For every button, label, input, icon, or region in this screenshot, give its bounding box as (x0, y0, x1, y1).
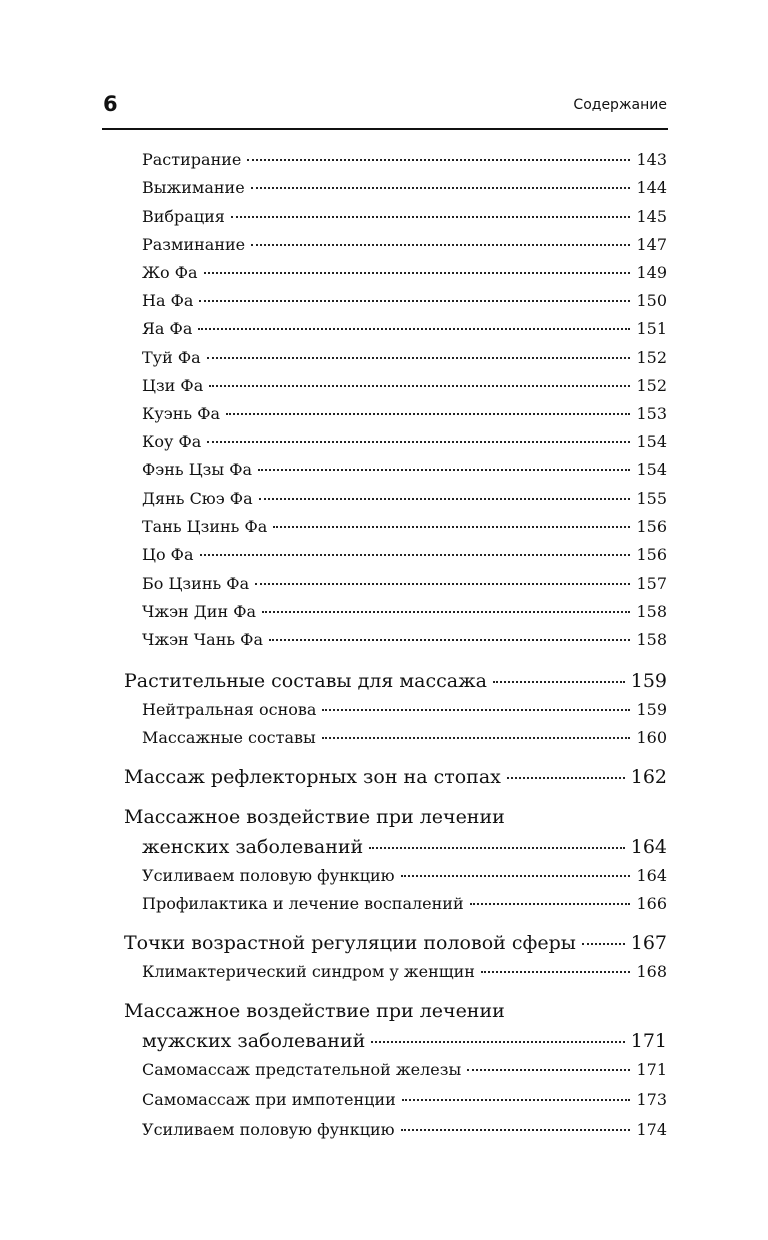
dot-leader (401, 1129, 631, 1131)
toc-entry-title: Вибрация (142, 207, 225, 226)
toc-entry-title: Массажные составы (142, 728, 316, 747)
toc-entry (142, 319, 667, 338)
toc-entry-title: Тань Цзинь Фа (142, 517, 268, 536)
toc-entry-page: 154 (636, 432, 667, 451)
dot-leader (467, 1069, 630, 1071)
toc-entry-page: 166 (636, 894, 667, 913)
dot-leader (493, 681, 625, 683)
toc-entry-title: Усиливаем половую функцию (142, 1120, 395, 1139)
toc-entry-page: 156 (636, 517, 667, 536)
toc-section-title: Массаж рефлекторных зон на стопах (124, 766, 501, 788)
toc-entry-page: 149 (636, 263, 667, 282)
toc-section-page: 162 (630, 766, 667, 788)
toc-entry-title: Климактерический синдром у женщин (142, 962, 475, 981)
toc-entry (142, 207, 667, 226)
toc-entry (142, 235, 667, 254)
toc-entry (142, 962, 667, 981)
toc-entry (142, 545, 667, 564)
toc-entry-page: 174 (636, 1120, 667, 1139)
toc-entry-title: Цо Фа (142, 545, 194, 564)
dot-leader (207, 441, 630, 443)
dot-leader (204, 272, 631, 274)
dot-leader (251, 244, 630, 246)
toc-entry-page: 147 (636, 235, 667, 254)
toc-entry-title: Усиливаем половую функцию (142, 866, 395, 885)
dot-leader (369, 847, 625, 849)
running-head: Содержание (573, 97, 667, 113)
toc-entry (142, 263, 667, 282)
toc-entry (142, 489, 667, 508)
dot-leader (322, 709, 630, 711)
toc-entry-page: 154 (636, 460, 667, 479)
toc-section-title-line2: мужских заболеваний (142, 1030, 366, 1052)
toc-entry (142, 432, 667, 451)
toc-entry-page: 144 (636, 178, 667, 197)
toc-entry-page: 156 (636, 545, 667, 564)
dot-leader (199, 300, 630, 302)
toc-entry (142, 630, 667, 649)
toc-entry-title: Коу Фа (142, 432, 202, 451)
dot-leader (401, 875, 631, 877)
toc-entry-page: 173 (636, 1090, 667, 1109)
toc-section-page: 167 (630, 932, 667, 954)
toc-entry (142, 1120, 667, 1139)
toc-entry (142, 1060, 667, 1079)
toc-section-title-line2: женских заболеваний (142, 836, 364, 858)
toc-entry-page: 151 (636, 319, 667, 338)
dot-leader (470, 903, 631, 905)
toc-entry (142, 574, 667, 593)
toc-entry-page: 159 (636, 700, 667, 719)
toc-section-title-line1: Массажное воздействие при лечении (124, 1000, 505, 1022)
toc-entry (142, 602, 667, 621)
toc-entry (142, 291, 667, 310)
toc-entry (142, 894, 667, 913)
dot-leader (481, 971, 631, 973)
dot-leader (226, 413, 630, 415)
toc-section (124, 670, 667, 692)
toc-entry (142, 1090, 667, 1109)
toc-entry (142, 700, 667, 719)
dot-leader (200, 554, 631, 556)
dot-leader (251, 187, 631, 189)
toc-entry-title: Бо Цзинь Фа (142, 574, 250, 593)
toc-entry (142, 178, 667, 197)
toc-entry-page: 155 (636, 489, 667, 508)
dot-leader (258, 469, 630, 471)
toc-entry (142, 517, 667, 536)
toc-section (124, 932, 667, 954)
toc-entry-page: 160 (636, 728, 667, 747)
toc-entry-page: 143 (636, 150, 667, 169)
toc-entry (142, 728, 667, 747)
toc-entry-title: Чжэн Чань Фа (142, 630, 263, 649)
toc-entry-title: Куэнь Фа (142, 404, 221, 423)
dot-leader (402, 1099, 631, 1101)
toc-entry-title: Дянь Сюэ Фа (142, 489, 253, 508)
toc-entry (142, 376, 667, 395)
toc-entry-page: 158 (636, 630, 667, 649)
toc-entry-page: 150 (636, 291, 667, 310)
toc-entry (142, 460, 667, 479)
toc-entry-page: 152 (636, 376, 667, 395)
toc-entry (142, 404, 667, 423)
toc-section-title: Точки возрастной регуляции половой сферы (124, 932, 576, 954)
toc-section-title-line1: Массажное воздействие при лечении (124, 806, 505, 828)
dot-leader (255, 583, 630, 585)
toc-section (142, 1030, 667, 1052)
toc-entry (142, 866, 667, 885)
toc-entry-page: 153 (636, 404, 667, 423)
toc-entry-title: Чжэн Дин Фа (142, 602, 257, 621)
toc-entry-title: Растирание (142, 150, 242, 169)
toc-entry-page: 168 (636, 962, 667, 981)
toc-section-title: Растительные составы для массажа (124, 670, 487, 692)
toc-entry-title: Самомассаж предстательной железы (142, 1060, 462, 1079)
dot-leader (231, 216, 631, 218)
toc-section (142, 836, 667, 858)
toc-section-page: 159 (630, 670, 667, 692)
dot-leader (262, 611, 630, 613)
dot-leader (259, 498, 631, 500)
toc-section (124, 766, 667, 788)
dot-leader (198, 328, 630, 330)
toc-entry-title: Цзи Фа (142, 376, 204, 395)
toc-section-page: 164 (630, 836, 667, 858)
toc-entry-page: 164 (636, 866, 667, 885)
page-number: 6 (103, 92, 118, 116)
toc-entry-page: 171 (636, 1060, 667, 1079)
dot-leader (273, 526, 630, 528)
toc-entry-page: 145 (636, 207, 667, 226)
dot-leader (322, 737, 631, 739)
toc-entry-page: 152 (636, 348, 667, 367)
toc-entry-title: Выжимание (142, 178, 245, 197)
toc-entry-title: Фэнь Цзы Фа (142, 460, 253, 479)
toc-entry-title: Разминание (142, 235, 246, 254)
toc-entry-page: 158 (636, 602, 667, 621)
toc-entry-title: Нейтральная основа (142, 700, 317, 719)
dot-leader (209, 385, 630, 387)
dot-leader (371, 1041, 624, 1043)
dot-leader (582, 943, 625, 945)
toc-entry-title: На Фа (142, 291, 194, 310)
page-header (103, 92, 667, 128)
dot-leader (207, 357, 631, 359)
toc-entry-title: Яа Фа (142, 319, 193, 338)
toc-entry-page: 157 (636, 574, 667, 593)
toc-section-page: 171 (630, 1030, 667, 1052)
header-rule (102, 128, 668, 130)
toc-entry-title: Жо Фа (142, 263, 198, 282)
toc-entry-title: Самомассаж при импотенции (142, 1090, 396, 1109)
toc-entry-title: Туй Фа (142, 348, 201, 367)
dot-leader (269, 639, 630, 641)
dot-leader (507, 777, 625, 779)
toc-entry (142, 150, 667, 169)
toc-entry (142, 348, 667, 367)
dot-leader (247, 159, 630, 161)
toc-entry-title: Профилактика и лечение воспалений (142, 894, 464, 913)
